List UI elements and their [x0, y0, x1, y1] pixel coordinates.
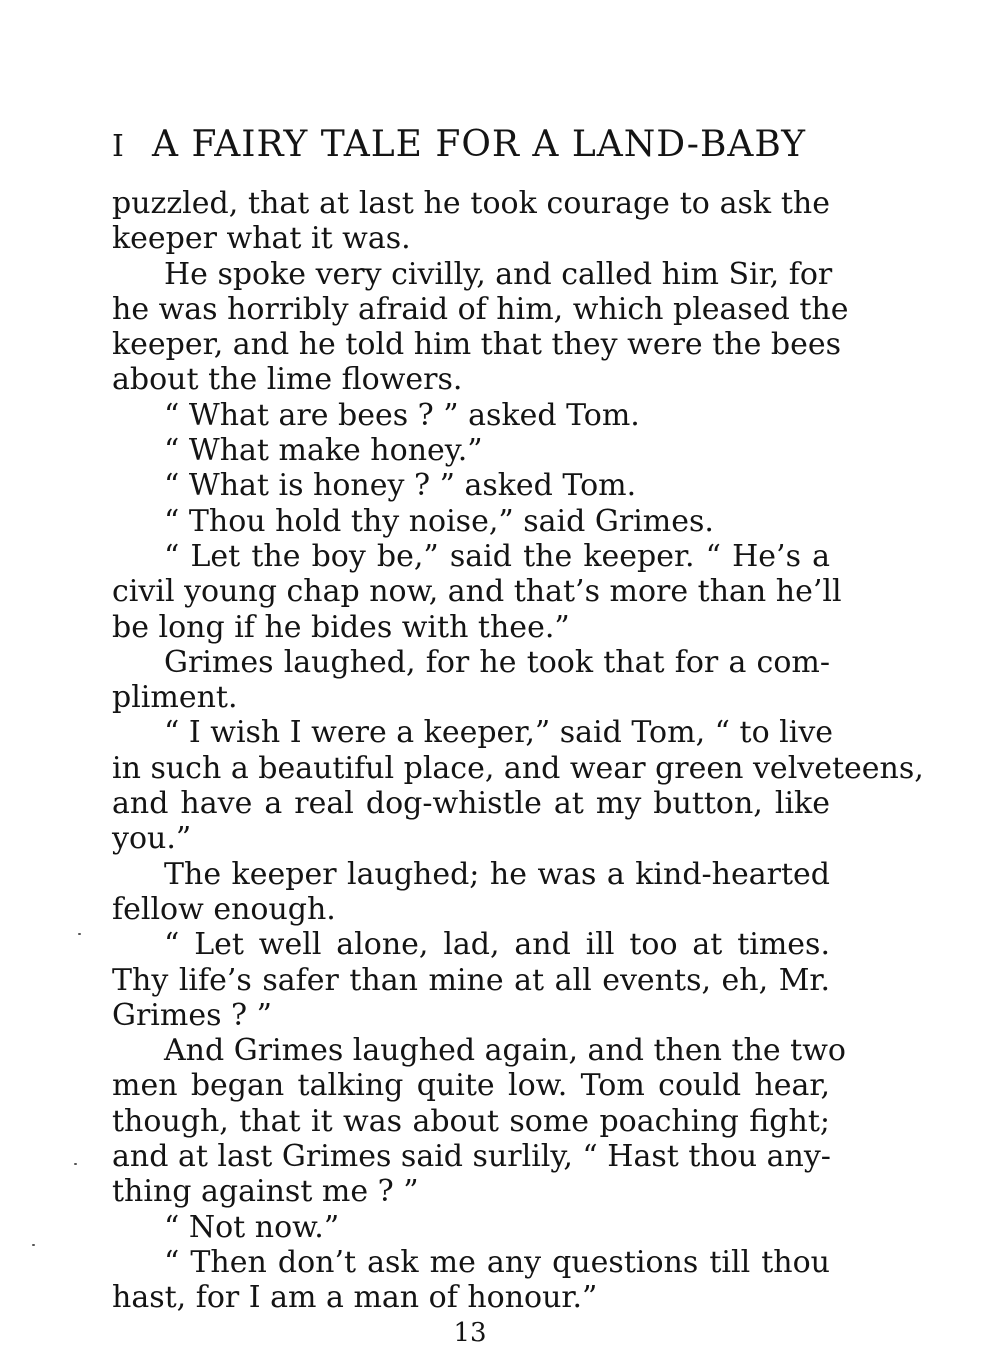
text-line: be long if he bides with thee.”	[112, 609, 570, 645]
text-line: “ Not now.”	[164, 1209, 340, 1245]
text-line: “ Then don’t ask me any questions till thou	[164, 1244, 830, 1280]
text-line: puzzled, that at last he took courage to ask the	[112, 186, 830, 221]
text-line: Grimes ? ”	[112, 997, 272, 1033]
text-line: “ Let the boy be,” said the keeper. “ He’s a	[164, 538, 830, 574]
text-line: “ What are bees ? ” asked Tom.	[164, 397, 640, 433]
text-line: and have a real dog-whistle at my button, like	[112, 786, 830, 822]
text-line: hast, for I am a man of honour.”	[112, 1280, 598, 1316]
text-line: The keeper laughed; he was a kind-hearted	[164, 856, 830, 892]
text-line: though, that it was about some poaching fight;	[112, 1103, 830, 1139]
text-line: and at last Grimes said surlily, “ Hast thou any-	[112, 1139, 831, 1175]
text-line: civil young chap now, and that’s more than he’ll	[112, 574, 842, 610]
text-line: he was horribly afraid of him, which pleased the	[112, 291, 849, 327]
text-line: “ What make honey.”	[164, 433, 483, 469]
text-line: you.”	[112, 821, 192, 857]
print-speck	[32, 1244, 35, 1246]
text-line: thing against me ? ”	[112, 1174, 419, 1210]
print-speck	[78, 933, 81, 935]
text-line: pliment.	[112, 680, 238, 716]
text-line: “ What is honey ? ” asked Tom.	[164, 468, 637, 504]
text-line: about the lime flowers.	[112, 362, 463, 398]
page-folio: 13	[453, 1318, 487, 1348]
text-line: “ Let well alone, lad, and ill too at times.	[164, 927, 830, 963]
text-line: keeper what it was.	[112, 221, 411, 257]
body-text	[112, 186, 924, 1316]
text-line: keeper, and he told him that they were the bees	[112, 327, 841, 363]
text-line: Grimes laughed, for he took that for a com-	[164, 644, 830, 680]
text-line: fellow enough.	[112, 891, 336, 927]
text-line: Thy life’s safer than mine at all events, eh, Mr.	[112, 962, 830, 998]
text-line: He spoke very civilly, and called him Sir, for	[164, 256, 833, 292]
text-line: in such a beautiful place, and wear green velveteens,	[112, 750, 924, 786]
header-title: A FAIRY TALE FOR A LAND-BABY	[152, 124, 807, 165]
print-speck	[74, 1163, 77, 1165]
text-line: And Grimes laughed again, and then the two	[164, 1033, 846, 1069]
running-head	[112, 120, 832, 170]
header-page-number: I	[112, 129, 125, 164]
text-line: “ I wish I were a keeper,” said Tom, “ to live	[164, 715, 834, 751]
text-line: “ Thou hold thy noise,” said Grimes.	[164, 503, 714, 539]
text-line: men began talking quite low. Tom could hear,	[112, 1068, 830, 1104]
